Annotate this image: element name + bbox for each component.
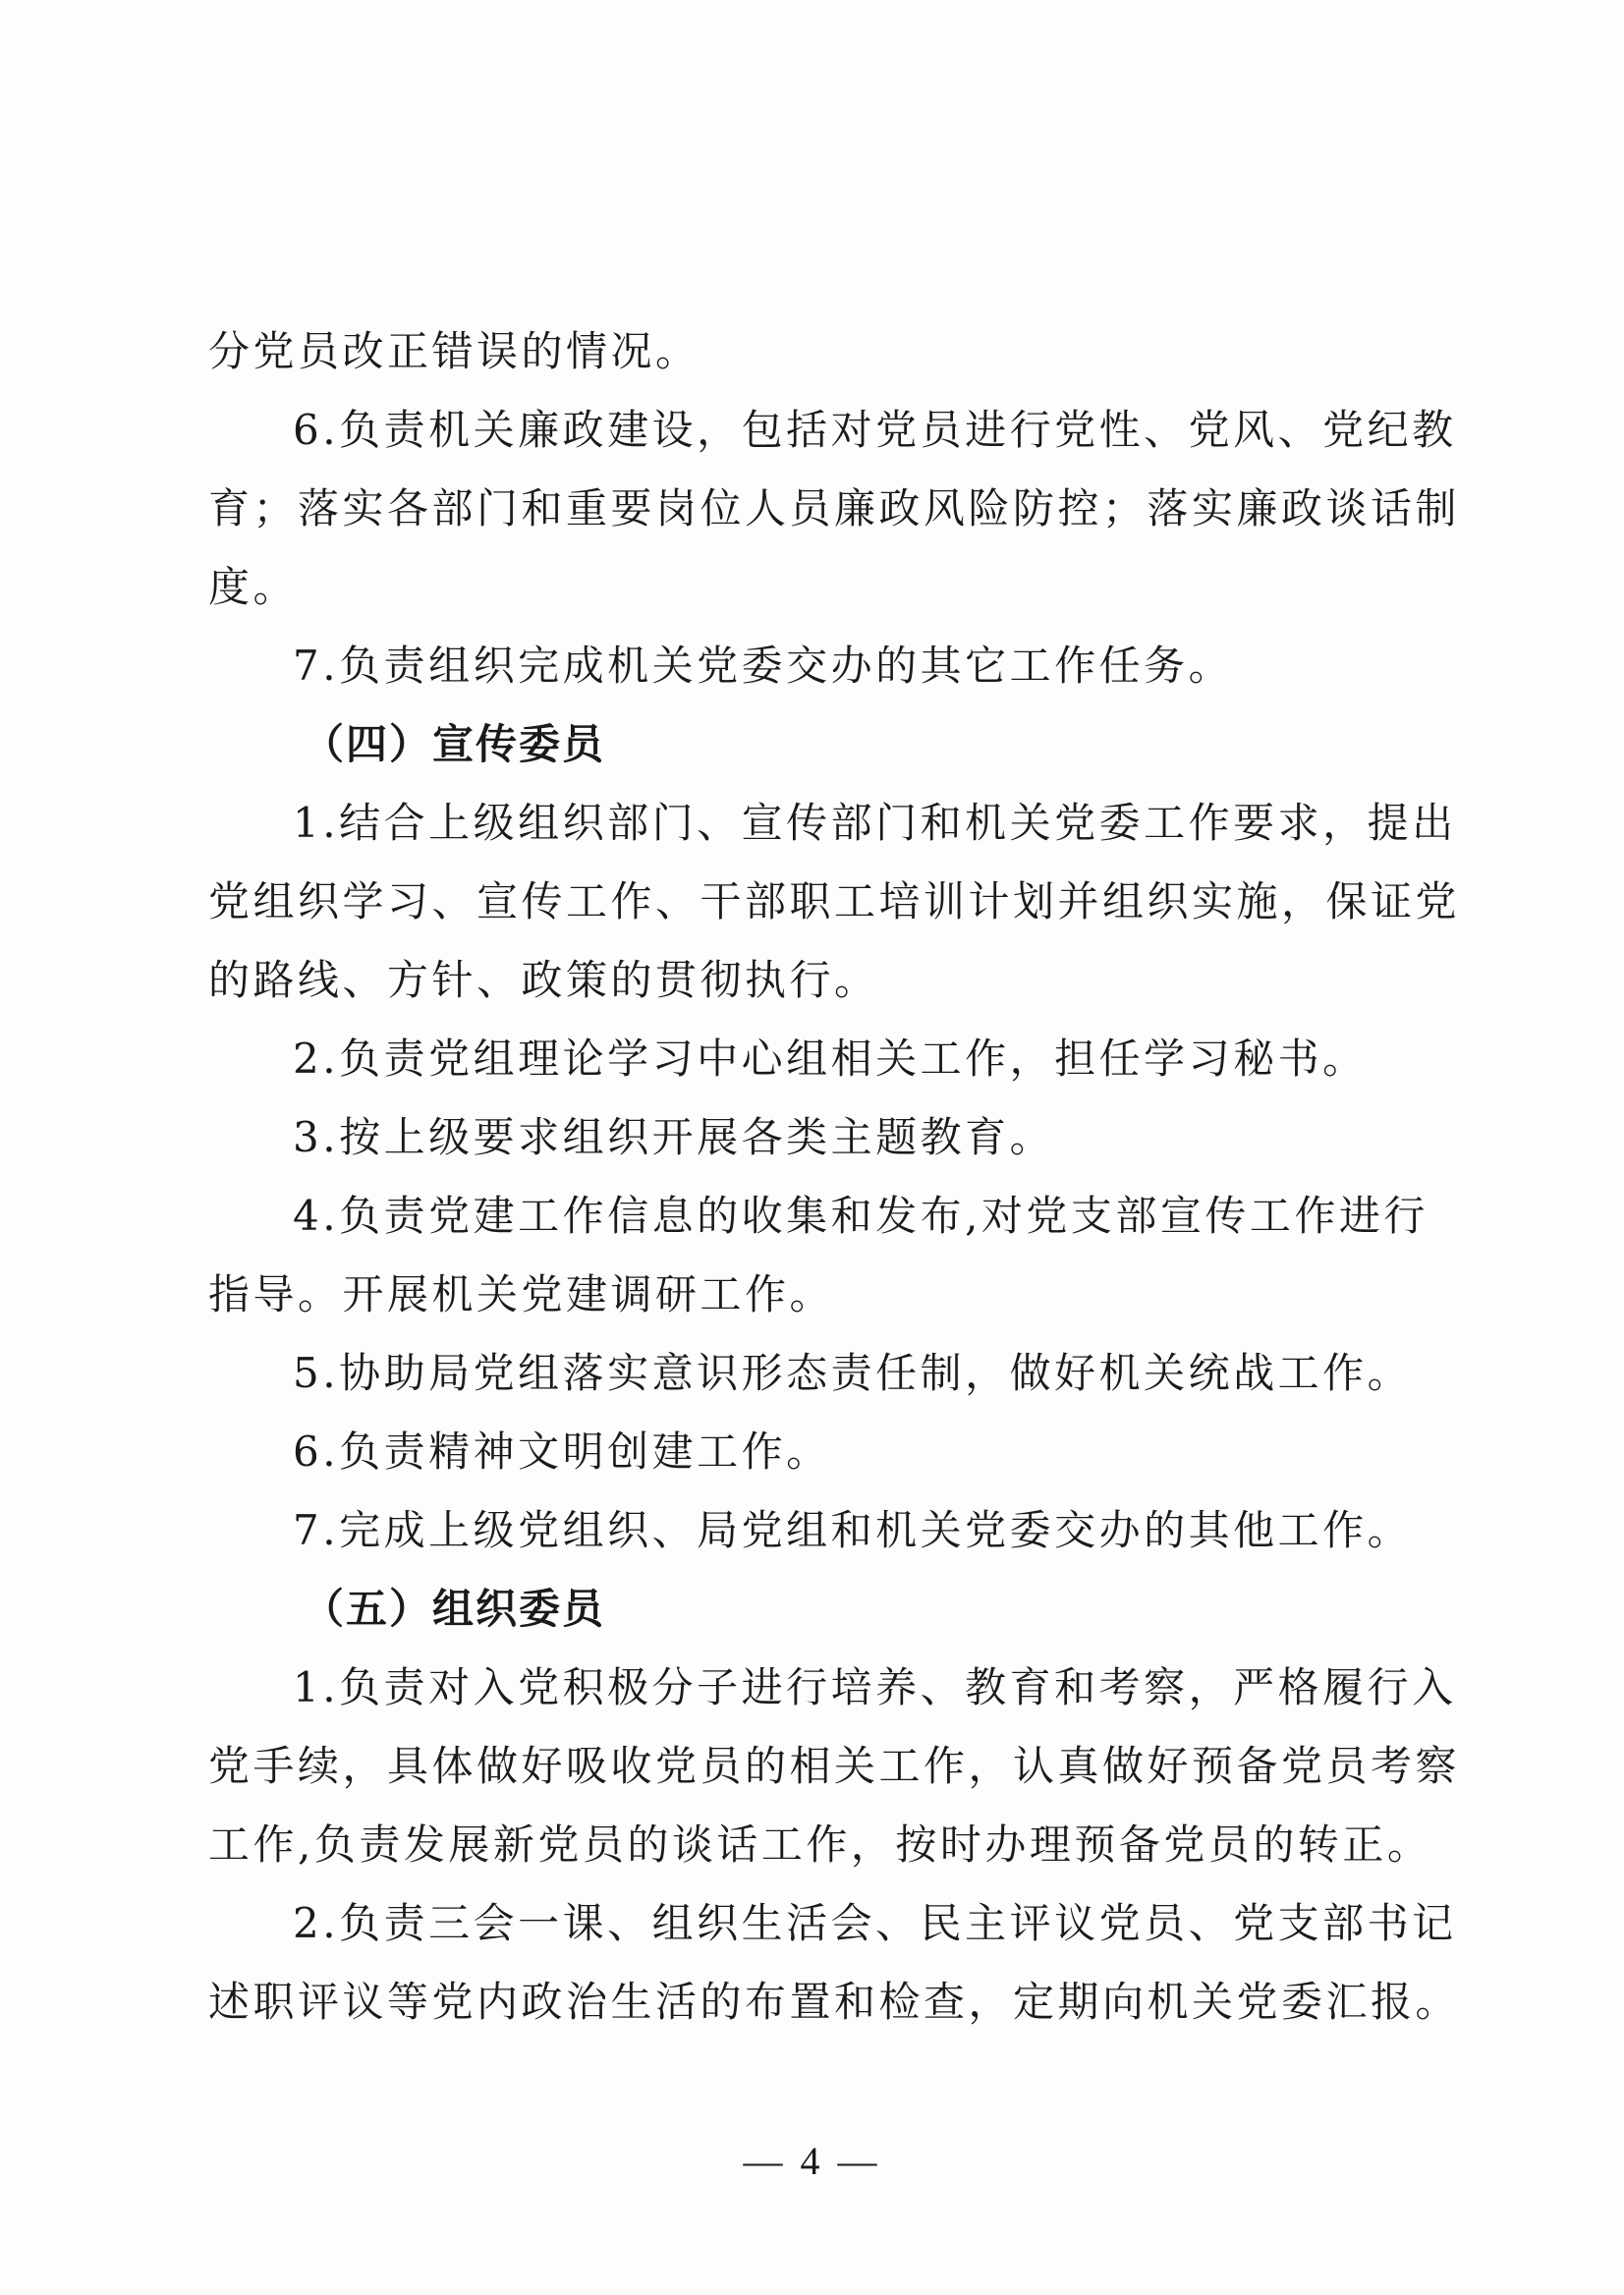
body-line: 7.完成上级党组织、局党组和机关党委交办的其他工作。 xyxy=(293,1506,1413,1554)
body-line: 党手续，具体做好吸收党员的相关工作，认真做好预备党员考察 xyxy=(208,1742,1461,1790)
body-line: 6.负责精神文明创建工作。 xyxy=(293,1427,831,1476)
body-line: 工作,负责发展新党员的谈话工作，按时办理预备党员的转正。 xyxy=(208,1820,1432,1869)
body-line: 5.协助局党组落实意识形态责任制，做好机关统战工作。 xyxy=(293,1349,1413,1397)
body-line: 分党员改正错误的情况。 xyxy=(208,327,700,375)
body-line: 度。 xyxy=(208,563,299,611)
page-number: — 4 — xyxy=(743,2139,881,2183)
body-line: 1.结合上级组织部门、宣传部门和机关党委工作要求，提出 xyxy=(293,799,1457,847)
body-line: 4.负责党建工作信息的收集和发布,对党支部宣传工作进行 xyxy=(293,1192,1428,1240)
body-line: 党组织学习、宣传工作、干部职工培训计划并组织实施，保证党 xyxy=(208,877,1461,925)
section-heading: （五）组织委员 xyxy=(303,1585,606,1633)
body-line: 7.负责组织完成机关党委交办的其它工作任务。 xyxy=(293,642,1234,690)
body-line: 2.负责三会一课、组织生活会、民主评议党员、党支部书记 xyxy=(293,1899,1457,1947)
body-line: 3.按上级要求组织开展各类主题教育。 xyxy=(293,1113,1055,1161)
document-body xyxy=(208,312,1461,2042)
body-line: 2.负责党组理论学习中心组相关工作，担任学习秘书。 xyxy=(293,1035,1368,1083)
body-line: 6.负责机关廉政建设，包括对党员进行党性、党风、党纪教 xyxy=(293,406,1457,454)
body-line: 指导。开展机关党建调研工作。 xyxy=(208,1270,835,1318)
section-heading: （四）宣传委员 xyxy=(303,720,606,768)
body-line: 述职评议等党内政治生活的布置和检查，定期向机关党委汇报。 xyxy=(208,1978,1461,2026)
body-line: 的路线、方针、政策的贯彻执行。 xyxy=(208,956,879,1004)
body-line: 1.负责对入党积极分子进行培养、教育和考察，严格履行入 xyxy=(293,1663,1457,1711)
body-line: 育；落实各部门和重要岗位人员廉政风险防控；落实廉政谈话制 xyxy=(208,484,1461,532)
